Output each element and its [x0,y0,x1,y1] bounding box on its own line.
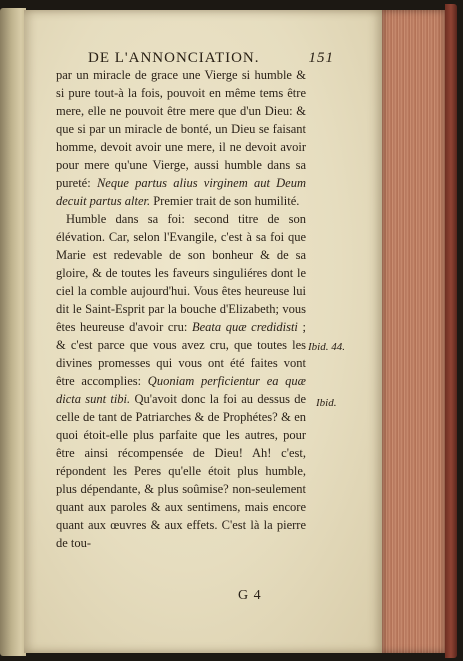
paragraph-2-text-c: Qu'avoit donc la foi au dessus de celle de tant de Patriarches & de Prophétes? & en quoi étoit-elle plus parfaite que les autres, pour être ainsi récompensée de Dieu! Ah! c'est, répondent les Peres qu'elle étoit plus humble, plus dépendante, & plus soûmise? non-seulement quant aux paroles & aux sentimens, mais encore quant aux œuvres & aux effets. C'est là la pierre de tou- [56,392,307,550]
paragraph-2-text-a: Humble dans sa foi: second titre de son élévation. Car, selon l'Evangile, c'est à sa foi que Marie est redevable de son bonheur & de sa gloire, & de toutes les faveurs singuliéres dont le ciel la comble aujourd'hui. Vous êtes heureuse lui dit le Saint-Esprit par la bouche d'Elizabeth; vous êtes heureuse d'avoir cru: [56,212,306,334]
page-edges-stack [382,10,445,653]
body-text [56,66,306,552]
book-cover-edge [445,4,457,658]
paragraph-2 [56,210,306,552]
header-title: DE L'ANNONCIATION. [88,50,260,66]
latin-quote-1: Neque partus alius virginem aut Deum decuit partus alter. [56,176,306,208]
left-page-edge [0,8,26,656]
margin-note-ibid-44: Ibid. 44. [308,341,345,353]
paragraph-2-text-b: ; & c'est parce que vous avez cru, que toutes les divines promesses qui vous ont été faites vont être accomplies: [56,320,307,388]
paragraph-1-text-a: par un miracle de grace une Vierge si humble & si pure tout-à la fois, pouvoit en même tems être mere, elle ne pouvoit être mere que d'un Dieu: & que si par un miracle de bonté, un Dieu se faisant homme, devoit avoir une mere, il ne devoit avoir pour mere qu'une Vierge, aussi humble dans sa pureté: [56,68,306,190]
paragraph-1-text-b: Premier trait de son humilité. [153,194,300,208]
latin-quote-3: Quoniam perficientur ea quæ dicta sunt tibi. [56,374,306,406]
paragraph-1 [56,66,306,210]
page-number: 151 [308,50,334,66]
margin-note-ibid: Ibid. [316,397,337,409]
signature-mark: G 4 [238,588,262,603]
latin-quote-2: Beata quæ credidisti [191,320,298,334]
